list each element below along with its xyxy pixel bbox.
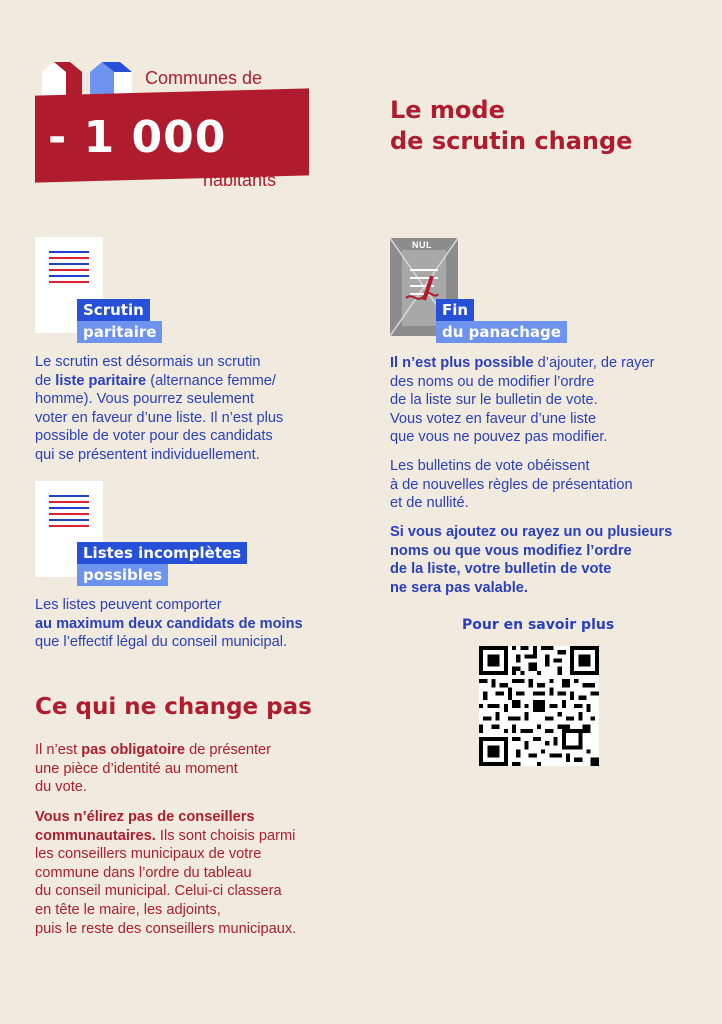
fin-panachage-tag: Fin du panachage [436,299,567,343]
ce-qui-text-1: Il n’est pas obligatoire de présenter une pièce d’identité au moment du vote. [35,742,272,796]
page-title: Le mode de scrutin change [390,96,633,155]
scrutin-paritaire-text: Le scrutin est désormais un scrutin de liste paritaire (alternance femme/ homme). Vous pourrez seulement voter en faveur d’une liste. Il n’est plus possible de voter pour des candidats qui se présentent individuellement. [35,354,284,463]
scrutin-paritaire-tag: Scrutin paritaire [77,299,162,343]
population-number: - 1 000 [48,112,227,163]
ce-qui-text-2: Vous n’élirez pas de conseillers communautaires. Ils sont choisis parmi les conseillers municipaux de votre commune dans l’ordre du tableau du conseil municipal. Celui-ci classera en tête le maire, les adjoints, puis le reste des conseillers municipaux. [35,809,297,937]
fin-panachage-text-2: Les bulletins de vote obéissent à de nouvelles règles de présentation et de nullité. [390,458,633,512]
fin-panachage-text-1: Il n’est plus possible d’ajouter, de rayer des noms ou de modifier l’ordre de la liste sur le bulletin de vote. Vous votez en faveur d’une liste que vous ne pouvez pas modifier. [390,355,655,446]
fin-panachage-warning: Si vous ajoutez ou rayez un ou plusieurs noms ou que vous modifiez l’ordre de la liste, votre bulletin de vote ne sera pas valable. [390,524,673,596]
communes-de-label: Communes de [145,68,263,88]
listes-incompletes-tag: Listes incomplètes possibles [77,542,247,586]
habitants-label: habitants [203,170,277,190]
listes-incompletes-text: Les listes peuvent comporter au maximum deux candidats de moins que l’effectif légal du conseil municipal. [35,597,303,651]
qr-code[interactable] [479,646,599,766]
ce-qui-ne-change-pas-heading: Ce qui ne change pas [35,694,312,720]
nul-label: NUL [412,240,432,250]
pour-en-savoir-plus-label: Pour en savoir plus [462,617,615,633]
